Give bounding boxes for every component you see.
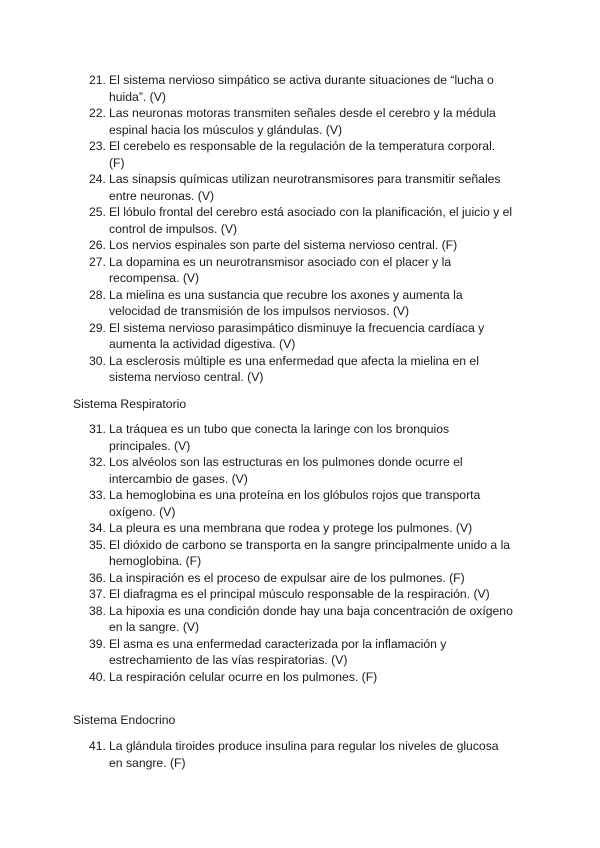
- list-item: [0, 570, 600, 587]
- list-item: [0, 537, 600, 570]
- item-text: El asma es una enfermedad caracterizada por la inflamación y estrechamiento de las vías respiratorias. (V): [109, 636, 447, 667]
- item-number: 25.: [89, 205, 106, 219]
- list-item: [0, 287, 600, 320]
- item-text: La dopamina es un neurotransmisor asociado con el placer y la recompensa. (V): [109, 254, 452, 285]
- item-number: 37.: [89, 587, 106, 601]
- section-heading-endocrino: Sistema Endocrino: [73, 713, 176, 727]
- item-text: El dióxido de carbono se transporta en la sangre principalmente unido a la hemoglobina. (F): [109, 537, 511, 568]
- item-number: 24.: [89, 172, 106, 186]
- list-item: [0, 421, 600, 454]
- item-text: La tráquea es un tubo que conecta la laringe con los bronquios principales. (V): [109, 422, 450, 453]
- list-item: [0, 669, 600, 686]
- item-text: La hemoglobina es una proteína en los glóbulos rojos que transporta oxígeno. (V): [109, 488, 481, 519]
- item-number: 26.: [89, 238, 106, 252]
- item-text: El diafragma es el principal músculo responsable de la respiración. (V): [109, 587, 490, 601]
- list-item: [0, 204, 600, 237]
- list-item: [0, 138, 600, 171]
- list-item: [0, 487, 600, 520]
- list-item: [0, 320, 600, 353]
- list-item: [0, 353, 600, 386]
- list-item: [0, 237, 600, 254]
- item-text: La mielina es una sustancia que recubre los axones y aumenta la velocidad de transmisión de los impulsos nerviosos. (V): [109, 287, 463, 318]
- list-item: [0, 636, 600, 669]
- item-number: 23.: [89, 139, 106, 153]
- item-number: 34.: [89, 521, 106, 535]
- list-item: [0, 603, 600, 636]
- item-text: La glándula tiroides produce insulina para regular los niveles de glucosa en sangre. (F): [109, 739, 499, 770]
- question-list-respiratorio: [0, 421, 600, 685]
- list-item: [0, 738, 600, 771]
- item-text: Los nervios espinales son parte del sistema nervioso central. (F): [109, 238, 458, 252]
- item-text: La pleura es una membrana que rodea y protege los pulmones. (V): [109, 521, 473, 535]
- list-item: [0, 454, 600, 487]
- item-number: 31.: [89, 422, 106, 436]
- item-number: 30.: [89, 353, 106, 368]
- item-number: 39.: [89, 636, 106, 651]
- item-text: El sistema nervioso parasimpático disminuye la frecuencia cardíaca y aumenta la actividad digestiva. (V): [109, 320, 485, 351]
- list-item: [0, 72, 600, 105]
- item-number: 21.: [89, 73, 106, 87]
- item-text: El cerebelo es responsable de la regulación de la temperatura corporal. (F): [109, 139, 496, 170]
- section-heading-respiratorio: Sistema Respiratorio: [73, 397, 187, 411]
- item-text: El sistema nervioso simpático se activa durante situaciones de “lucha o huida”. (V): [109, 73, 494, 104]
- question-list-nervioso: [0, 72, 600, 386]
- list-item: [0, 105, 600, 138]
- item-number: 29.: [89, 320, 106, 335]
- item-text: La esclerosis múltiple es una enfermedad que afecta la mielina en el sistema nervioso central. (V): [109, 353, 479, 384]
- item-text: La respiración celular ocurre en los pulmones. (F): [109, 669, 378, 684]
- item-text: Las neuronas motoras transmiten señales desde el cerebro y la médula espinal hacia los músculos y glándulas. (V): [109, 106, 496, 137]
- item-text: La inspiración es el proceso de expulsar aire de los pulmones. (F): [109, 570, 465, 585]
- question-list-endocrino: [0, 738, 600, 771]
- list-item: [0, 171, 600, 204]
- item-text: La hipoxia es una condición donde hay una baja concentración de oxígeno en la sangre. (V): [109, 603, 513, 634]
- item-number: 40.: [89, 669, 106, 684]
- item-text: El lóbulo frontal del cerebro está asociado con la planificación, el juicio y el control de impulsos. (V): [109, 205, 513, 236]
- item-number: 22.: [89, 106, 106, 120]
- item-text: Las sinapsis químicas utilizan neurotransmisores para transmitir señales entre neuronas. (V): [109, 172, 501, 203]
- item-number: 35.: [89, 537, 106, 552]
- item-number: 28.: [89, 287, 106, 302]
- list-item: [0, 586, 600, 603]
- list-item: [0, 254, 600, 287]
- item-text: Los alvéolos son las estructuras en los pulmones donde ocurre el intercambio de gases. (V): [109, 455, 463, 486]
- item-number: 32.: [89, 455, 106, 469]
- item-number: 38.: [89, 603, 106, 618]
- item-number: 41.: [89, 739, 106, 753]
- list-item: [0, 520, 600, 537]
- item-number: 33.: [89, 488, 106, 502]
- item-number: 27.: [89, 254, 106, 269]
- item-number: 36.: [89, 570, 106, 585]
